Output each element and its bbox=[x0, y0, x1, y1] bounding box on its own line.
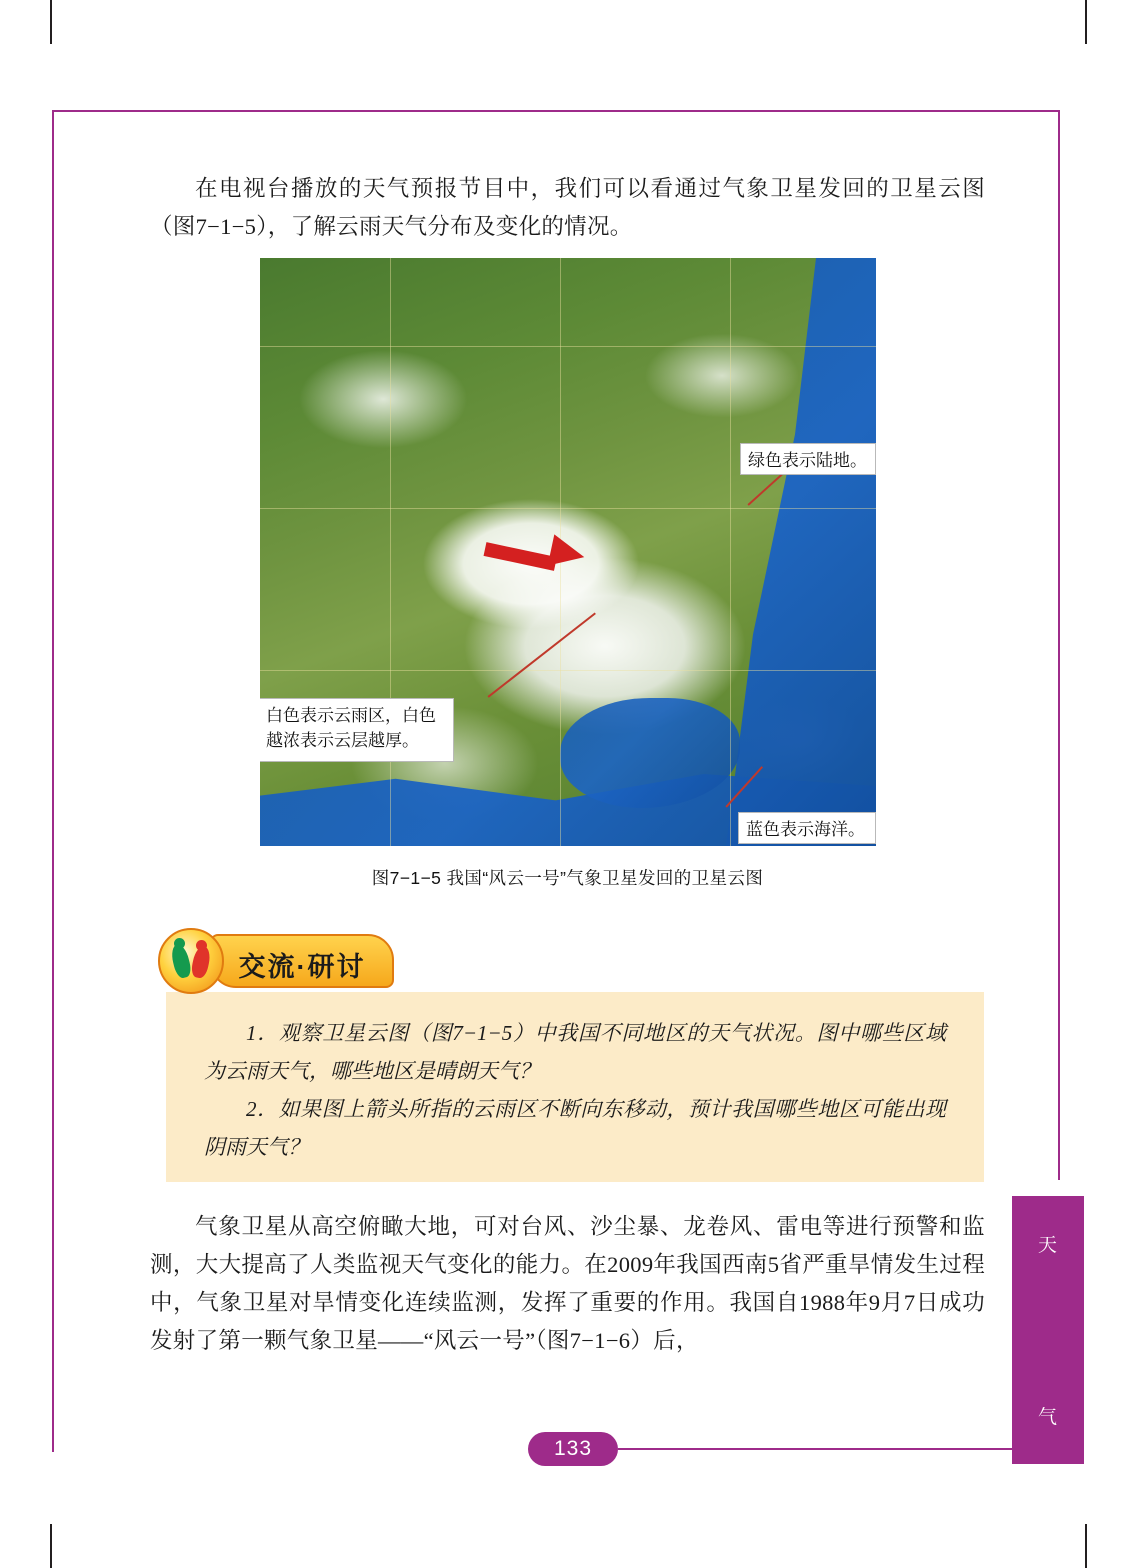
crop-mark-top-right bbox=[1085, 0, 1087, 44]
latitude-line bbox=[260, 346, 876, 347]
discussion-badge bbox=[158, 928, 394, 994]
satellite-cloud-figure bbox=[260, 258, 876, 846]
crop-mark-bottom-left bbox=[50, 1524, 52, 1568]
callout-sea: 蓝色表示海洋。 bbox=[738, 812, 876, 844]
latitude-line bbox=[260, 508, 876, 509]
page-number: 133 bbox=[553, 1437, 593, 1460]
discussion-item-1: 1．观察卫星云图（图7−1−5）中我国不同地区的天气状况。图中哪些区域为云雨天气，哪些地区是晴朗天气？ bbox=[204, 1021, 946, 1083]
callout-land: 绿色表示陆地。 bbox=[740, 443, 876, 475]
intro-paragraph: 在电视台播放的天气预报节目中，我们可以看通过气象卫星发回的卫星云图（图7−1−5），了解云雨天气分布及变化的情况。 bbox=[150, 176, 985, 239]
discussion-box bbox=[166, 992, 984, 1182]
side-tab bbox=[1012, 1196, 1084, 1464]
callout-cloud: 白色表示云雨区，白色越浓表示云层越厚。 bbox=[260, 698, 454, 762]
discussion-item-2: 2．如果图上箭头所指的云雨区不断向东移动，预计我国哪些地区可能出现阴雨天气？ bbox=[204, 1097, 946, 1159]
closing-paragraph-block bbox=[150, 1208, 985, 1360]
side-tab-char-top: 天 bbox=[1037, 1235, 1058, 1256]
satellite-image bbox=[260, 258, 876, 846]
latitude-line bbox=[260, 670, 876, 671]
page-number-rule bbox=[618, 1448, 1016, 1450]
discussion-text bbox=[204, 1014, 946, 1166]
people-emblem-icon bbox=[158, 928, 224, 994]
red-arrow-icon bbox=[485, 530, 589, 568]
discussion-badge-label: 交流·研讨 bbox=[238, 952, 366, 982]
crop-mark-bottom-right bbox=[1085, 1524, 1087, 1568]
discussion-badge-plate bbox=[210, 934, 394, 988]
closing-paragraph: 气象卫星从高空俯瞰大地，可对台风、沙尘暴、龙卷风、雷电等进行预警和监测，大大提高了人类监视天气变化的能力。在2009年我国西南5省严重旱情发生过程中，气象卫星对旱情变化连续监测，发挥了重要的作用。我国自1988年9月7日成功发射了第一颗气象卫星——“风云一号”（图7−1−6）后， bbox=[150, 1214, 985, 1353]
page-number-pill bbox=[528, 1432, 618, 1466]
intro-paragraph-block bbox=[150, 170, 985, 246]
side-tab-char-bottom: 气 bbox=[1037, 1407, 1058, 1428]
figure-caption: 图7−1−5 我国“风云一号”气象卫星发回的卫星云图 bbox=[371, 868, 764, 888]
longitude-line bbox=[730, 258, 731, 846]
leader-line-cloud bbox=[488, 612, 596, 697]
crop-mark-top-left bbox=[50, 0, 52, 44]
page-number-area bbox=[468, 1432, 668, 1470]
